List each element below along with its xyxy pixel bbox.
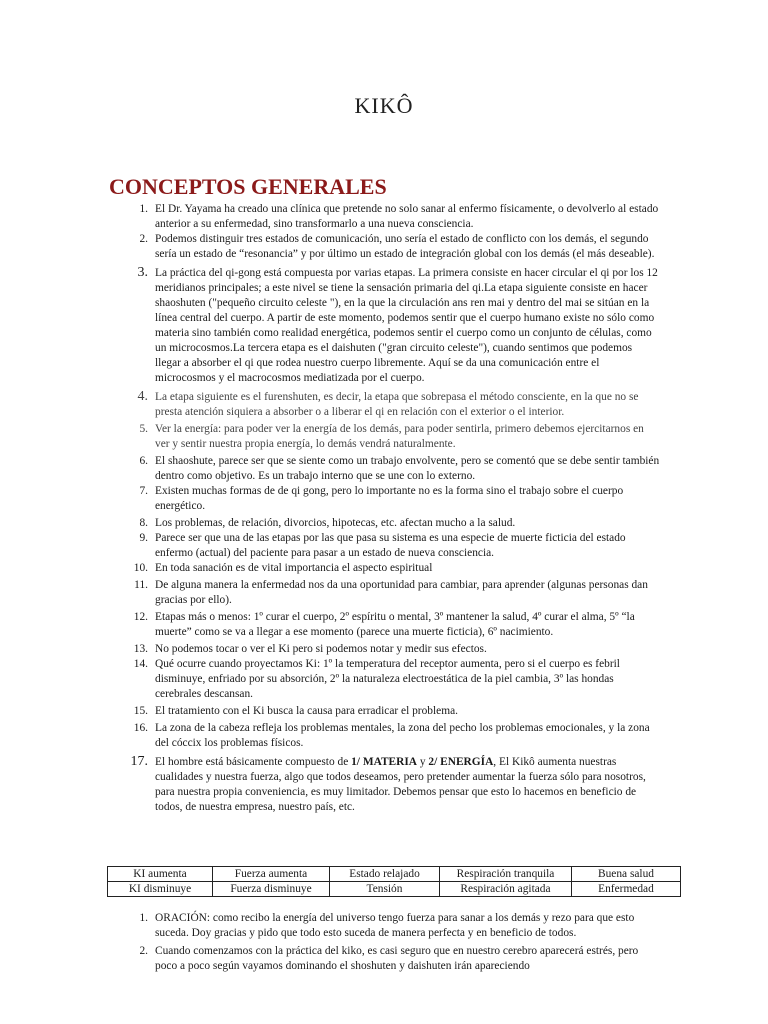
list-number: 8. [139, 517, 148, 529]
list-number: 7. [139, 485, 148, 497]
list-item-text: Qué ocurre cuando proyectamos Ki: 1º la temperatura del receptor aumenta, pero si el cuerpo es febril disminuye, enfriado por su absorción, 2º la naturaleza electroestática de la piel cambia, 3º las hondas cerebrales descansan. [155, 658, 620, 700]
table-cell: Enfermedad [572, 882, 681, 897]
list-item [108, 704, 660, 719]
list-number: 1. [139, 203, 148, 215]
list-item [108, 484, 660, 514]
list-item-text: Existen muchas formas de de qi gong, pero lo importante no es la forma sino el trabajo sobre el cuerpo energético. [155, 485, 624, 512]
list-item-text: La práctica del qi-gong está compuesta por varias etapas. La primera consiste en hacer circular el qi por los 12 meridianos principales; a este nivel se tiene la sensación primaria del qi.La etapa siguiente consiste en hacer shaoshuten ("pequeño circuito celeste "), en la que la circulación ans ren mai y dentro del mai se sitúan en la línea central del cuerpo. A partir de este momento, podemos sentir que el cuerpo humano existe no sólo como materia sino también como realidad energética, podemos sentir el cuerpo como un conjunto de células, como un microcosmos.La tercera etapa es el daishuten ("gran circuito celeste"), cuando sentimos que podemos llegar a absorber el qi que rodea nuestro cuerpo libremente. Aquí se da una comunicación entre el microcosmos y el macrocosmos mediatizada por el cuerpo. [155, 267, 658, 384]
table-row [108, 882, 681, 897]
table-cell: Respiración agitada [440, 882, 572, 897]
list-item-text: Cuando comenzamos con la práctica del kiko, es casi seguro que en nuestro cerebro aparecerá estrés, pero poco a poco según vayamos dominando el shoshuten y daishuten irán apareciendo [155, 945, 639, 972]
list-item [108, 610, 660, 640]
list-item-text: Etapas más o menos: 1º curar el cuerpo, 2º espíritu o mental, 3º mantener la salud, 4º curar el alma, 5º “la muerte” como se va a llegar a ese momento (parece una muerte ficticia), 6º nacimiento. [155, 611, 635, 638]
section-heading: CONCEPTOS GENERALES [109, 174, 387, 199]
table-cell: Fuerza disminuye [213, 882, 330, 897]
table-cell: KI aumenta [108, 867, 213, 882]
list-item [108, 232, 660, 262]
list-number: 2. [139, 945, 148, 957]
ki-states-table [107, 866, 681, 897]
list-item [108, 454, 660, 484]
table-cell: Buena salud [572, 867, 681, 882]
list-item [108, 531, 660, 561]
table-cell: Estado relajado [330, 867, 440, 882]
text-segment: El hombre está básicamente compuesto de [155, 756, 352, 768]
list-item-text: La etapa siguiente es el furenshuten, es decir, la etapa que sobrepasa el método consciente, en la que no se presta atención siquiera a absorber o a liberar el qi en relación con el exterior o el interior. [155, 391, 639, 418]
concepts-list [108, 202, 660, 815]
list-item-text: El shaoshute, parece ser que se siente como un trabajo envolvente, pero se comentó que se debe sentir también dentro como objetivo. Es un trabajo interno que se une con lo externo. [155, 455, 660, 482]
list-item [108, 642, 660, 657]
list-item-text: Parece ser que una de las etapas por las que pasa su sistema es una especie de muerte ficticia del estado enfermo (actual) del paciente para pasar a un estado de nueva consciencia. [155, 532, 626, 559]
list-item [108, 516, 660, 531]
list-number: 3. [137, 265, 148, 280]
list-number: 1. [139, 912, 148, 924]
list-number: 17. [130, 754, 148, 769]
list-item [108, 202, 660, 232]
list-item-text: ORACIÓN: como recibo la energía del universo tengo fuerza para sanar a los demás y rezo para que esto suceda. Doy gracias y pido que todo esto suceda de manera perfecta y en beneficio de todos. [155, 912, 635, 939]
list-number: 10. [133, 562, 148, 574]
list-number: 6. [139, 455, 148, 467]
table-row [108, 867, 681, 882]
list-item-text: De alguna manera la enfermedad nos da una oportunidad para cambiar, para aprender (algunas personas dan gracias por ello). [155, 579, 648, 606]
table-cell: Respiración tranquila [440, 867, 572, 882]
list-item-text: En toda sanación es de vital importancia el aspecto espiritual [155, 562, 433, 574]
table-cell: KI disminuye [108, 882, 213, 897]
prayer-list [108, 911, 660, 974]
list-number: 16. [133, 722, 148, 734]
list-item [108, 266, 660, 386]
list-item-text: Ver la energía: para poder ver la energía de los demás, para poder sentirla, primero debemos ejercitarnos en ver y sentir nuestra propia energía, lo demás vendrá naturalmente. [155, 423, 644, 450]
document-title: KIKÔ [354, 93, 414, 118]
list-item [108, 390, 660, 420]
list-item-text: No podemos tocar o ver el Ki pero si podemos notar y medir sus efectos. [155, 643, 487, 655]
list-item [108, 944, 660, 974]
list-item [108, 657, 660, 702]
list-item [108, 721, 660, 751]
list-item-text [155, 756, 646, 813]
list-item-text: La zona de la cabeza refleja los problemas mentales, la zona del pecho los problemas emocionales, y la zona del cóccix los problemas físicos. [155, 722, 650, 749]
list-number: 15. [133, 705, 148, 717]
table-cell: Fuerza aumenta [213, 867, 330, 882]
list-number: 2. [139, 233, 148, 245]
list-item-text: El Dr. Yayama ha creado una clínica que pretende no solo sanar al enfermo físicamente, o devolverlo al estado anterior a su enfermedad, sino transformarlo a una nueva consciencia. [155, 203, 659, 230]
table-cell: Tensión [330, 882, 440, 897]
list-item [108, 911, 660, 941]
bold-term-materia: 1/ MATERIA [351, 756, 418, 768]
list-item [108, 578, 660, 608]
list-item [108, 755, 660, 815]
list-number: 13. [133, 643, 148, 655]
list-number: 9. [139, 532, 148, 544]
list-number: 4. [137, 389, 148, 404]
list-item-text: El tratamiento con el Ki busca la causa para erradicar el problema. [155, 705, 458, 717]
list-number: 12. [133, 611, 148, 623]
text-segment: y [417, 756, 429, 768]
bold-term-energia: 2/ ENERGÍA [428, 756, 494, 768]
list-number: 14. [133, 658, 148, 670]
list-number: 11. [134, 579, 148, 591]
list-item [108, 561, 660, 576]
list-item-text: Podemos distinguir tres estados de comunicación, uno sería el estado de conflicto con los demás, el segundo sería un estado de “resonancia” y por último un estado de integración global con los demás (el más deseable). [155, 233, 655, 260]
text-segment: , El Kikô aumenta nuestras cualidades y nuestra fuerza, algo que todos deseamos, pero pretender aumentar la fuerza sólo para nosotros, para nuestra propia conveniencia, es muy limitador. Debemos pensar que esto lo hacemos en beneficio de todos, de nuestra empresa, nuestro país, etc. [155, 756, 646, 813]
list-item-text: Los problemas, de relación, divorcios, hipotecas, etc. afectan mucho a la salud. [155, 517, 516, 529]
list-number: 5. [139, 423, 148, 435]
list-item [108, 422, 660, 452]
